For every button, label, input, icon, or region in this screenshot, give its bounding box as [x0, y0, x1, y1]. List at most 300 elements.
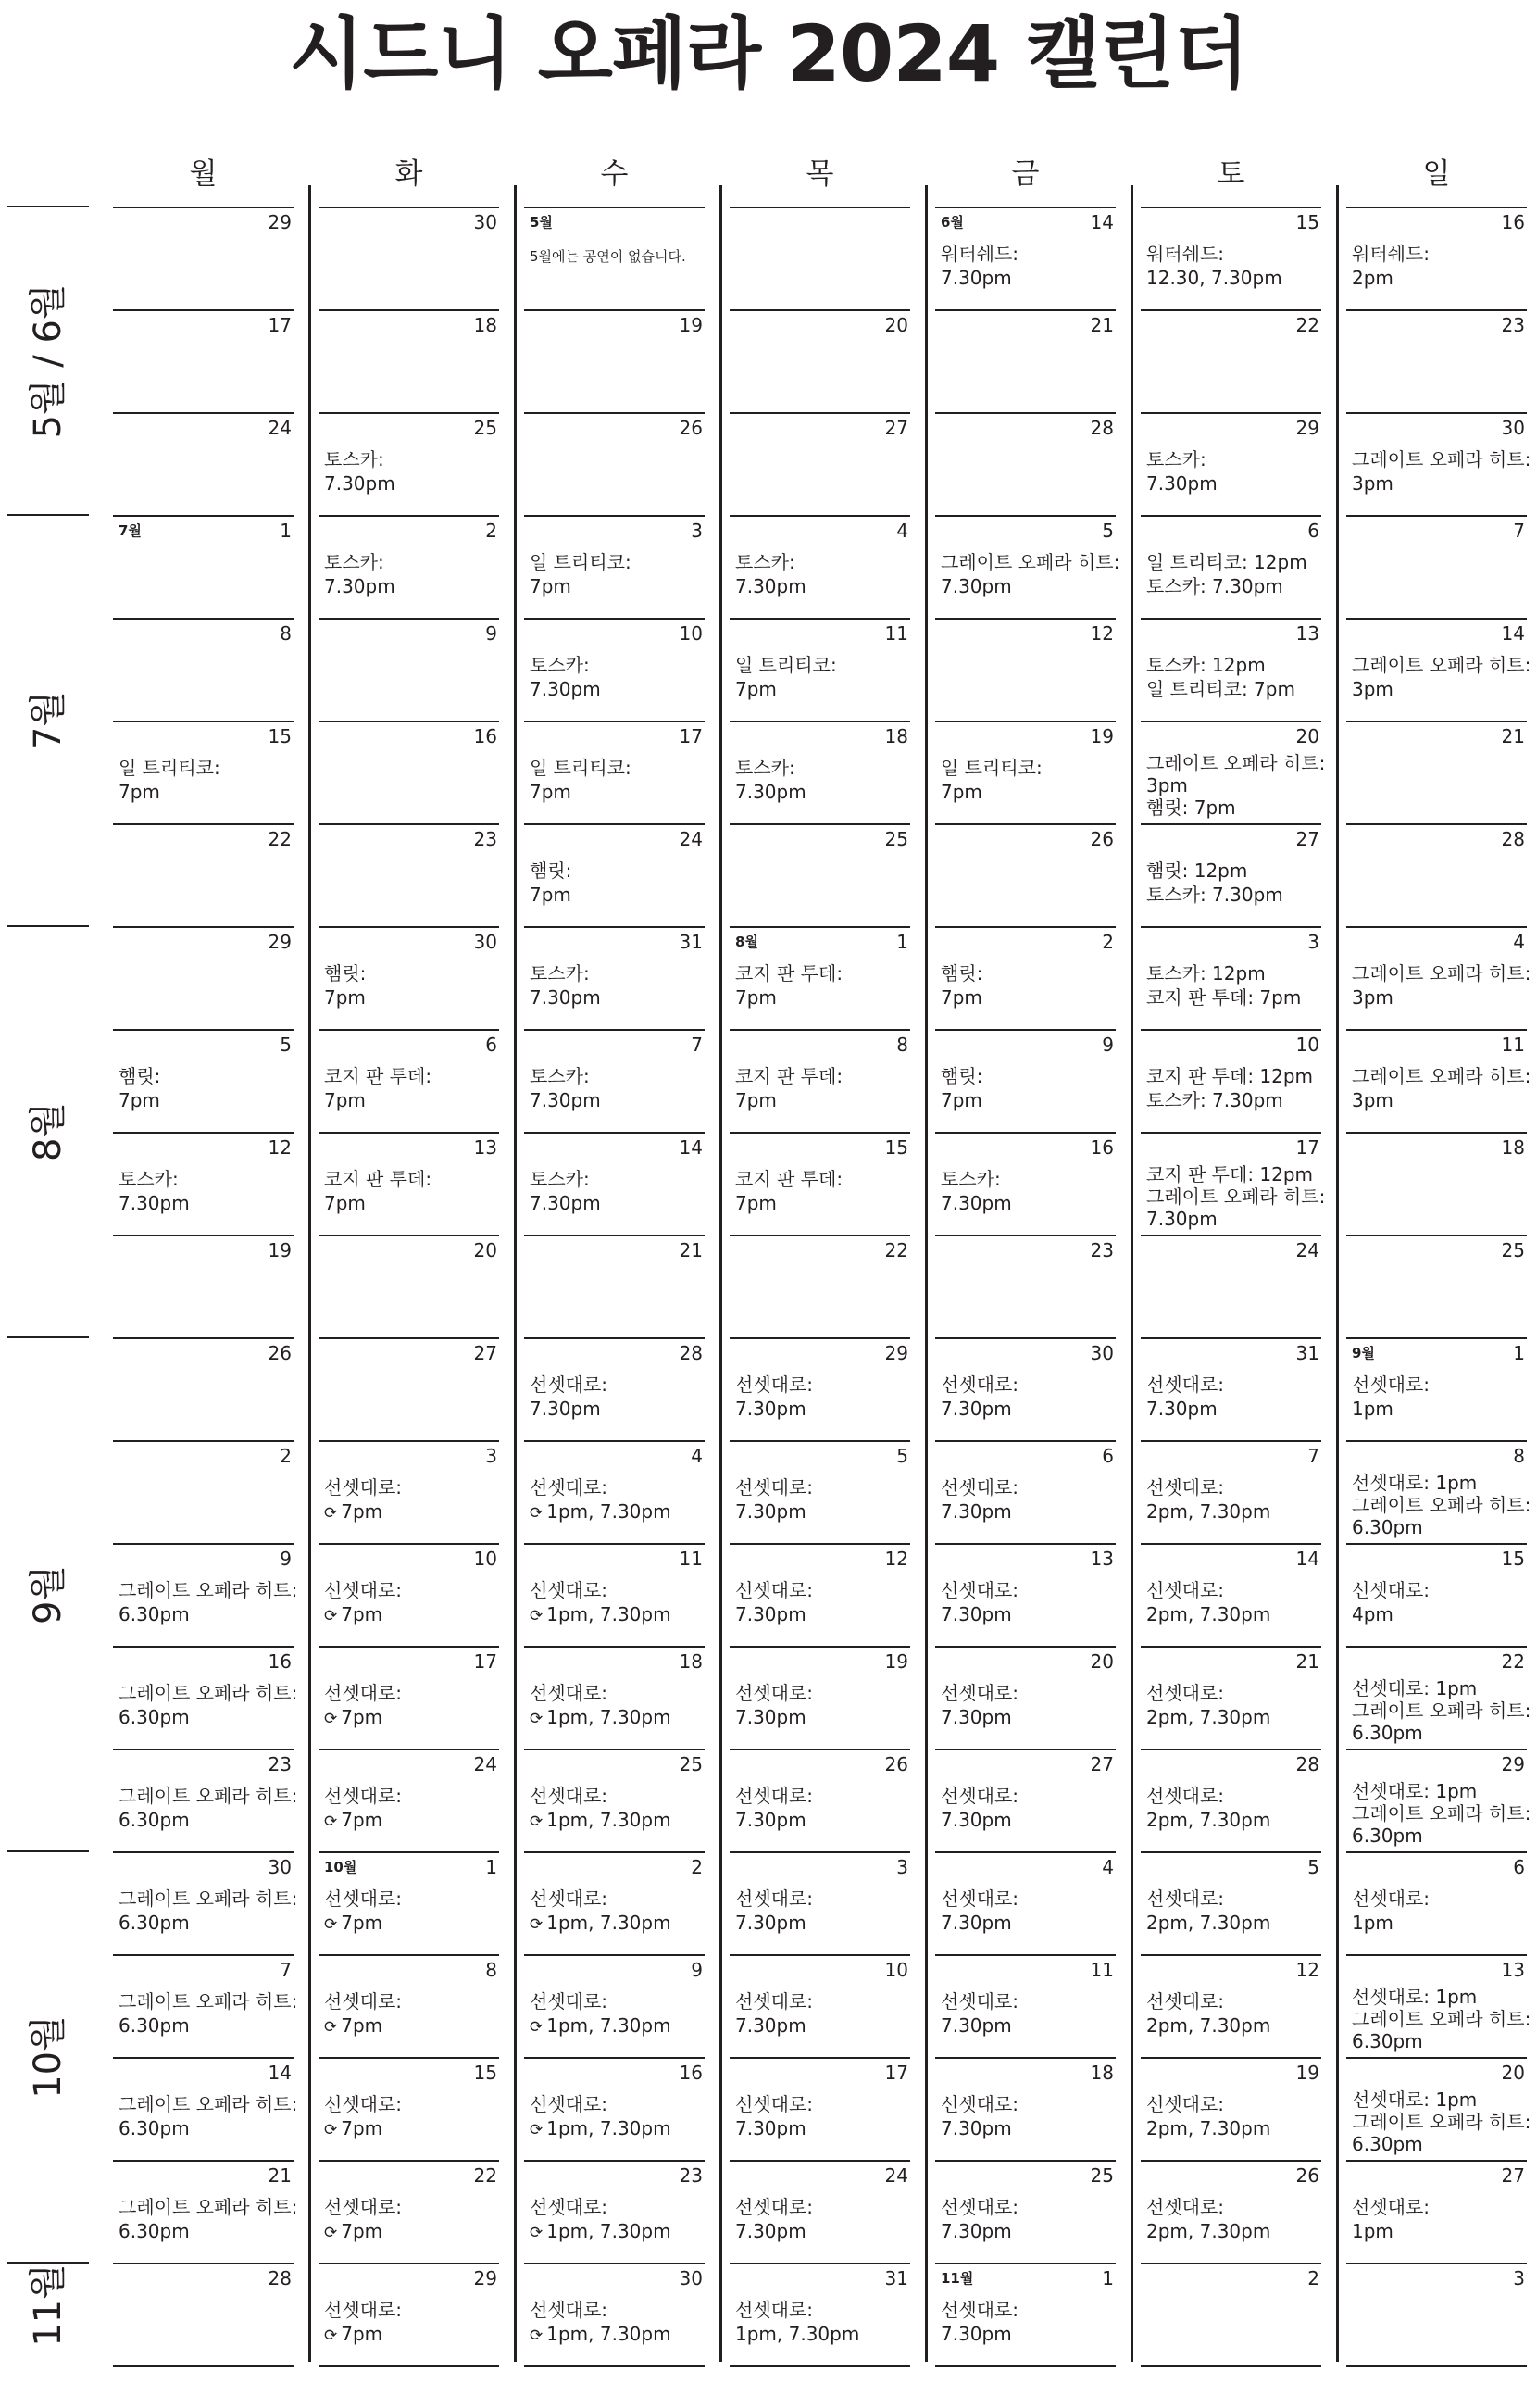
- day-header: 목: [806, 157, 834, 191]
- event-line: 선셋대로:: [1146, 1373, 1225, 1396]
- day-cell[interactable]: [319, 1132, 499, 1235]
- event-line: 선셋대로:: [735, 2093, 814, 2115]
- day-cell[interactable]: [730, 1440, 910, 1543]
- event-line: 그레이트 오페라 히트:: [119, 1990, 298, 2013]
- day-cell[interactable]: [113, 309, 294, 412]
- event-line: 선셋대로:: [324, 1682, 403, 1704]
- date-number: 6: [1307, 520, 1319, 542]
- date-number: 8: [1513, 1445, 1525, 1467]
- date-number: 8: [485, 1959, 497, 1981]
- date-number: 30: [1501, 417, 1525, 439]
- day-cell[interactable]: [935, 1749, 1116, 1851]
- day-cell[interactable]: [319, 2057, 499, 2160]
- event-line: 7pm: [324, 1192, 366, 1214]
- refresh-icon: ⟳: [530, 1710, 544, 1728]
- date-number: 30: [473, 931, 497, 953]
- day-cell[interactable]: [730, 1646, 910, 1749]
- day-cell[interactable]: [1141, 2057, 1321, 2160]
- date-number: 13: [1090, 1548, 1114, 1570]
- day-cell[interactable]: [1141, 309, 1321, 412]
- day-cell[interactable]: [1346, 1749, 1531, 1851]
- day-cell[interactable]: [1346, 1337, 1527, 1440]
- day-cell[interactable]: [319, 1235, 499, 1337]
- date-number: 26: [679, 417, 703, 439]
- event-list: [1352, 1887, 1525, 1935]
- day-cell[interactable]: [524, 823, 705, 926]
- day-cell[interactable]: [1346, 721, 1527, 823]
- day-cell[interactable]: [1141, 926, 1321, 1029]
- event-list: [941, 1064, 1114, 1112]
- event-line: 선셋대로:: [530, 1785, 608, 1807]
- event-list: [1146, 1475, 1319, 1524]
- day-cell[interactable]: [935, 2263, 1116, 2365]
- event-line: 7.30pm: [1146, 1398, 1218, 1420]
- day-cell[interactable]: [319, 412, 499, 515]
- event-list: [119, 2092, 298, 2140]
- date-number: 14: [1295, 1548, 1319, 1570]
- day-cell[interactable]: [935, 412, 1116, 515]
- day-cell[interactable]: [524, 618, 705, 721]
- event-list: [119, 1681, 298, 1729]
- day-cell[interactable]: [935, 515, 1120, 618]
- date-number: 17: [679, 725, 703, 747]
- event-line: 그레이트 오페라 히트:: [119, 1785, 298, 1807]
- date-number: 9: [691, 1959, 703, 1981]
- event-list: [735, 1475, 908, 1524]
- event-line: 워터쉐드:: [1146, 243, 1225, 265]
- date-number: 25: [473, 417, 497, 439]
- day-cell[interactable]: [730, 1132, 910, 1235]
- day-cell[interactable]: [935, 1337, 1116, 1440]
- event-list: [1352, 653, 1531, 701]
- day-cell[interactable]: [730, 412, 910, 515]
- day-cell[interactable]: [524, 1235, 705, 1337]
- date-number: 18: [1090, 2062, 1114, 2084]
- day-cell[interactable]: [524, 2263, 705, 2365]
- day-cell[interactable]: [935, 1646, 1116, 1749]
- day-cell[interactable]: [935, 1851, 1116, 1954]
- day-cell[interactable]: [1346, 1029, 1531, 1132]
- event-line: 선셋대로:: [324, 1579, 403, 1601]
- event-line: [324, 1602, 497, 1628]
- event-list: [735, 653, 908, 701]
- day-cell[interactable]: [1346, 1543, 1527, 1646]
- day-cell[interactable]: [935, 309, 1116, 412]
- event-line: 선셋대로:: [324, 1990, 403, 2013]
- day-cell[interactable]: [935, 721, 1116, 823]
- day-cell[interactable]: [113, 515, 294, 618]
- day-cell[interactable]: [1141, 515, 1321, 618]
- day-cell[interactable]: [730, 926, 910, 1029]
- date-number: 30: [473, 211, 497, 233]
- event-list: [1146, 752, 1326, 819]
- day-cell[interactable]: [113, 721, 294, 823]
- event-time: 1pm, 7.30pm: [546, 2220, 671, 2242]
- date-number: 5: [280, 1034, 292, 1056]
- event-line: 토스카: 7.30pm: [1146, 1089, 1283, 1111]
- day-cell[interactable]: [730, 2263, 910, 2365]
- column-divider: [308, 185, 311, 2362]
- day-cell[interactable]: [730, 1337, 910, 1440]
- day-cell[interactable]: [935, 2057, 1116, 2160]
- event-time: 7pm: [341, 1809, 383, 1831]
- event-line: 7pm: [941, 781, 982, 803]
- event-line: 일 트리티코:: [735, 654, 837, 676]
- date-number: 10: [679, 622, 703, 645]
- bottom-rule: [113, 2365, 294, 2367]
- day-cell[interactable]: [319, 309, 499, 412]
- day-cell[interactable]: [935, 1954, 1116, 2057]
- day-cell[interactable]: [524, 1440, 705, 1543]
- event-line: 7.30pm: [941, 1603, 1012, 1625]
- day-cell[interactable]: [113, 618, 294, 721]
- day-cell[interactable]: [113, 1954, 298, 2057]
- day-cell[interactable]: [1141, 721, 1326, 823]
- event-line: 선셋대로:: [1146, 1579, 1225, 1601]
- day-cell[interactable]: [113, 1132, 294, 1235]
- event-list: [530, 1784, 703, 1834]
- event-list: [119, 1989, 298, 2038]
- day-cell[interactable]: [1141, 1646, 1321, 1749]
- event-list: [119, 1064, 292, 1112]
- date-number: 13: [1295, 622, 1319, 645]
- date-number: 4: [896, 520, 908, 542]
- event-line: 그레이트 오페라 히트:: [1352, 1699, 1531, 1722]
- event-line: 그레이트 오페라 히트:: [1352, 1065, 1531, 1087]
- event-line: 토스카: 7.30pm: [1146, 884, 1283, 906]
- event-line: 1pm: [1352, 1912, 1393, 1934]
- day-cell[interactable]: [113, 412, 294, 515]
- event-list: [1146, 1373, 1319, 1421]
- day-cell[interactable]: [113, 207, 294, 309]
- day-cell[interactable]: [524, 1749, 705, 1851]
- date-number: 6: [1102, 1445, 1114, 1467]
- event-line: 햄릿:: [324, 962, 367, 985]
- day-cell[interactable]: [730, 207, 910, 309]
- date-number: 26: [268, 1342, 292, 1364]
- day-cell[interactable]: [730, 823, 910, 926]
- column-divider: [1336, 185, 1339, 2362]
- month-label-text: 5월 / 6월: [27, 282, 69, 439]
- month-label-text: 7월: [27, 690, 69, 751]
- event-line: 선셋대로:: [941, 2196, 1019, 2218]
- event-line: 햄릿: 12pm: [1146, 859, 1248, 882]
- date-number: 23: [1501, 314, 1525, 336]
- event-line: 7.30pm: [941, 1809, 1012, 1831]
- event-list: [735, 1784, 908, 1832]
- day-cell[interactable]: [524, 1543, 705, 1646]
- day-cell[interactable]: [730, 1543, 910, 1646]
- day-cell[interactable]: [1346, 1646, 1531, 1749]
- day-cell[interactable]: [524, 1851, 705, 1954]
- day-cell[interactable]: [319, 1440, 499, 1543]
- day-cell[interactable]: [524, 1029, 705, 1132]
- event-time: 1pm, 7.30pm: [546, 1912, 671, 1934]
- day-cell[interactable]: [1346, 1954, 1531, 2057]
- day-cell[interactable]: [319, 1749, 499, 1851]
- event-line: 코지 판 투데:: [735, 1168, 843, 1190]
- event-line: 7pm: [941, 986, 982, 1009]
- day-cell[interactable]: [1141, 618, 1321, 721]
- day-cell[interactable]: [1346, 618, 1531, 721]
- date-number: 26: [1090, 828, 1114, 850]
- day-cell[interactable]: [1141, 1029, 1321, 1132]
- date-number: 17: [473, 1650, 497, 1673]
- day-cell[interactable]: [524, 515, 705, 618]
- day-cell[interactable]: [935, 926, 1116, 1029]
- date-number: 27: [884, 417, 908, 439]
- day-cell[interactable]: [113, 2160, 298, 2263]
- day-cell[interactable]: [730, 1749, 910, 1851]
- event-line: 7.30pm: [941, 2323, 1012, 2345]
- day-cell[interactable]: [319, 1646, 499, 1749]
- day-cell[interactable]: [730, 2160, 910, 2263]
- day-cell[interactable]: [1346, 2160, 1527, 2263]
- day-cell[interactable]: [1346, 926, 1531, 1029]
- event-line: [324, 1808, 497, 1834]
- day-cell[interactable]: [1346, 309, 1527, 412]
- day-cell[interactable]: [730, 1029, 910, 1132]
- day-cell[interactable]: [1346, 823, 1527, 926]
- day-cell[interactable]: [730, 515, 910, 618]
- date-number: 5: [896, 1445, 908, 1467]
- day-cell[interactable]: [935, 1029, 1116, 1132]
- event-list: [735, 2195, 908, 2243]
- day-cell[interactable]: [935, 207, 1116, 309]
- day-cell[interactable]: [1346, 2263, 1527, 2365]
- date-number: 16: [473, 725, 497, 747]
- day-cell[interactable]: [113, 823, 294, 926]
- day-cell[interactable]: [524, 926, 705, 1029]
- event-line: 코지 판 투데: 7pm: [1146, 986, 1302, 1009]
- day-cell[interactable]: [730, 1954, 910, 2057]
- event-line: 선셋대로:: [941, 1785, 1019, 1807]
- date-number: 3: [691, 520, 703, 542]
- day-cell[interactable]: [1141, 1337, 1321, 1440]
- day-cell[interactable]: [524, 721, 705, 823]
- day-cell[interactable]: [113, 1646, 298, 1749]
- event-line: [324, 2219, 497, 2245]
- event-line: 6.30pm: [119, 1809, 190, 1831]
- day-cell[interactable]: [1141, 823, 1321, 926]
- event-line: 선셋대로:: [1352, 1373, 1431, 1396]
- day-cell[interactable]: [1346, 515, 1527, 618]
- day-cell[interactable]: [113, 1235, 294, 1337]
- day-cell[interactable]: [113, 1337, 294, 1440]
- day-cell[interactable]: [113, 926, 294, 1029]
- event-line: 7.30pm: [1146, 1208, 1218, 1230]
- day-cell[interactable]: [113, 1851, 298, 1954]
- event-line: 7.30pm: [530, 1192, 601, 1214]
- event-list: [530, 1373, 703, 1421]
- event-line: [530, 1911, 703, 1937]
- event-line: 토스카:: [1146, 448, 1206, 470]
- event-time: 7pm: [341, 1500, 383, 1523]
- event-line: 선셋대로:: [1352, 2196, 1431, 2218]
- day-cell[interactable]: [1346, 1440, 1531, 1543]
- event-line: 7pm: [119, 781, 160, 803]
- day-cell[interactable]: [113, 1440, 294, 1543]
- event-line: [530, 2013, 703, 2039]
- day-cell[interactable]: [935, 2160, 1116, 2263]
- event-line: 7pm: [324, 986, 366, 1009]
- day-cell[interactable]: [524, 1646, 705, 1749]
- date-number: 17: [268, 314, 292, 336]
- month-divider: [7, 514, 89, 516]
- refresh-icon: ⟳: [324, 1812, 338, 1831]
- day-header: 월: [189, 157, 218, 191]
- event-line: 6.30pm: [119, 1706, 190, 1728]
- event-line: [530, 2322, 703, 2348]
- event-line: 토스카:: [530, 1065, 590, 1087]
- day-cell[interactable]: [524, 309, 705, 412]
- day-cell[interactable]: [1346, 207, 1527, 309]
- event-line: 7.30pm: [1146, 472, 1218, 495]
- event-line: 선셋대로:: [1352, 1888, 1431, 1910]
- event-line: 선셋대로:: [941, 2093, 1019, 2115]
- day-cell[interactable]: [319, 926, 499, 1029]
- event-list: [941, 1373, 1114, 1421]
- date-number: 21: [1501, 725, 1525, 747]
- day-cell[interactable]: [935, 1440, 1116, 1543]
- day-cell[interactable]: [524, 1954, 705, 2057]
- day-cell[interactable]: [524, 2160, 705, 2263]
- event-list: [324, 1784, 497, 1834]
- event-list: [530, 1167, 703, 1215]
- day-cell[interactable]: [319, 1029, 499, 1132]
- day-cell[interactable]: [1141, 207, 1321, 309]
- date-number: 16: [1501, 211, 1525, 233]
- date-number: 7: [691, 1034, 703, 1056]
- day-cell[interactable]: [1141, 412, 1321, 515]
- day-cell[interactable]: [730, 1235, 910, 1337]
- date-number: 20: [1501, 2062, 1525, 2084]
- day-cell[interactable]: [1141, 2263, 1321, 2365]
- day-cell[interactable]: [1141, 2160, 1321, 2263]
- day-cell[interactable]: [1346, 1851, 1527, 1954]
- date-number: 12: [268, 1136, 292, 1159]
- event-line: 7.30pm: [735, 2117, 806, 2139]
- day-cell[interactable]: [1141, 1440, 1321, 1543]
- day-cell[interactable]: [1141, 1132, 1326, 1235]
- event-line: 코지 판 투테:: [735, 962, 843, 985]
- event-time: 7pm: [341, 2014, 383, 2037]
- event-line: 2pm, 7.30pm: [1146, 2014, 1271, 2037]
- day-cell[interactable]: [1141, 1749, 1321, 1851]
- day-cell[interactable]: [1346, 412, 1531, 515]
- day-cell[interactable]: [319, 823, 499, 926]
- date-number: 26: [884, 1753, 908, 1775]
- day-cell[interactable]: [319, 1337, 499, 1440]
- event-line: [530, 1808, 703, 1834]
- day-cell[interactable]: [319, 1543, 499, 1646]
- date-number: 22: [884, 1239, 908, 1261]
- day-cell[interactable]: [524, 412, 705, 515]
- day-cell[interactable]: [524, 2057, 705, 2160]
- date-number: 5: [1307, 1856, 1319, 1878]
- event-line: 4pm: [1352, 1603, 1393, 1625]
- day-cell[interactable]: [1141, 1954, 1321, 2057]
- day-cell[interactable]: [113, 2263, 294, 2365]
- month-start-label: 6월: [941, 214, 964, 231]
- event-list: [735, 1373, 908, 1421]
- day-cell[interactable]: [113, 1749, 298, 1851]
- date-number: 30: [1090, 1342, 1114, 1364]
- day-cell[interactable]: [730, 2057, 910, 2160]
- event-list: [530, 2092, 703, 2142]
- day-cell[interactable]: [1346, 1132, 1527, 1235]
- day-cell[interactable]: [319, 618, 499, 721]
- day-cell[interactable]: [319, 2263, 499, 2365]
- day-cell[interactable]: [524, 1337, 705, 1440]
- event-list: [1146, 550, 1319, 598]
- date-number: 28: [679, 1342, 703, 1364]
- day-cell[interactable]: [730, 721, 910, 823]
- day-cell[interactable]: [935, 823, 1116, 926]
- day-cell[interactable]: [1346, 1235, 1527, 1337]
- day-cell[interactable]: [730, 1851, 910, 1954]
- date-number: 21: [1295, 1650, 1319, 1673]
- day-cell[interactable]: [319, 1954, 499, 2057]
- day-cell[interactable]: [1141, 1543, 1321, 1646]
- day-cell[interactable]: [319, 207, 499, 309]
- event-line: [530, 2219, 703, 2245]
- event-list: [324, 1887, 497, 1937]
- event-line: 일 트리티코:: [530, 551, 631, 573]
- event-line: 7pm: [119, 1089, 160, 1111]
- day-cell[interactable]: [1346, 2057, 1531, 2160]
- event-line: 그레이트 오페라 히트:: [119, 1579, 298, 1601]
- day-cell[interactable]: [319, 2160, 499, 2263]
- event-list: [119, 1578, 298, 1626]
- day-cell[interactable]: [935, 1543, 1116, 1646]
- event-list: [324, 1064, 497, 1112]
- day-cell[interactable]: [319, 721, 499, 823]
- day-cell[interactable]: [730, 618, 910, 721]
- day-cell[interactable]: [935, 1235, 1116, 1337]
- date-number: 27: [1501, 2164, 1525, 2187]
- event-list: [941, 242, 1114, 290]
- day-cell[interactable]: [730, 309, 910, 412]
- day-cell[interactable]: [524, 1132, 705, 1235]
- date-number: 16: [268, 1650, 292, 1673]
- bottom-rule: [319, 2365, 499, 2367]
- event-line: 그레이트 오페라 히트:: [1146, 752, 1326, 774]
- day-cell[interactable]: [319, 1851, 499, 1954]
- date-number: 24: [884, 2164, 908, 2187]
- day-cell[interactable]: [113, 1543, 298, 1646]
- date-number: 14: [268, 2062, 292, 2084]
- column-divider: [719, 185, 722, 2362]
- day-cell[interactable]: [935, 1132, 1116, 1235]
- event-line: 7pm: [735, 986, 777, 1009]
- date-number: 15: [1295, 211, 1319, 233]
- day-cell[interactable]: [935, 618, 1116, 721]
- event-line: 6.30pm: [1352, 1516, 1423, 1538]
- day-cell[interactable]: [319, 515, 499, 618]
- date-number: 19: [679, 314, 703, 336]
- day-cell[interactable]: [524, 207, 705, 309]
- event-line: 선셋대로:: [941, 1579, 1019, 1601]
- day-cell[interactable]: [113, 1029, 294, 1132]
- event-line: 그레이트 오페라 히트:: [1352, 2111, 1531, 2133]
- day-cell[interactable]: [113, 2057, 298, 2160]
- day-cell[interactable]: [1141, 1235, 1321, 1337]
- event-line: 선셋대로: 1pm: [1352, 1780, 1478, 1802]
- event-list: [530, 1887, 703, 1937]
- day-cell[interactable]: [1141, 1851, 1321, 1954]
- event-list: [941, 1989, 1114, 2038]
